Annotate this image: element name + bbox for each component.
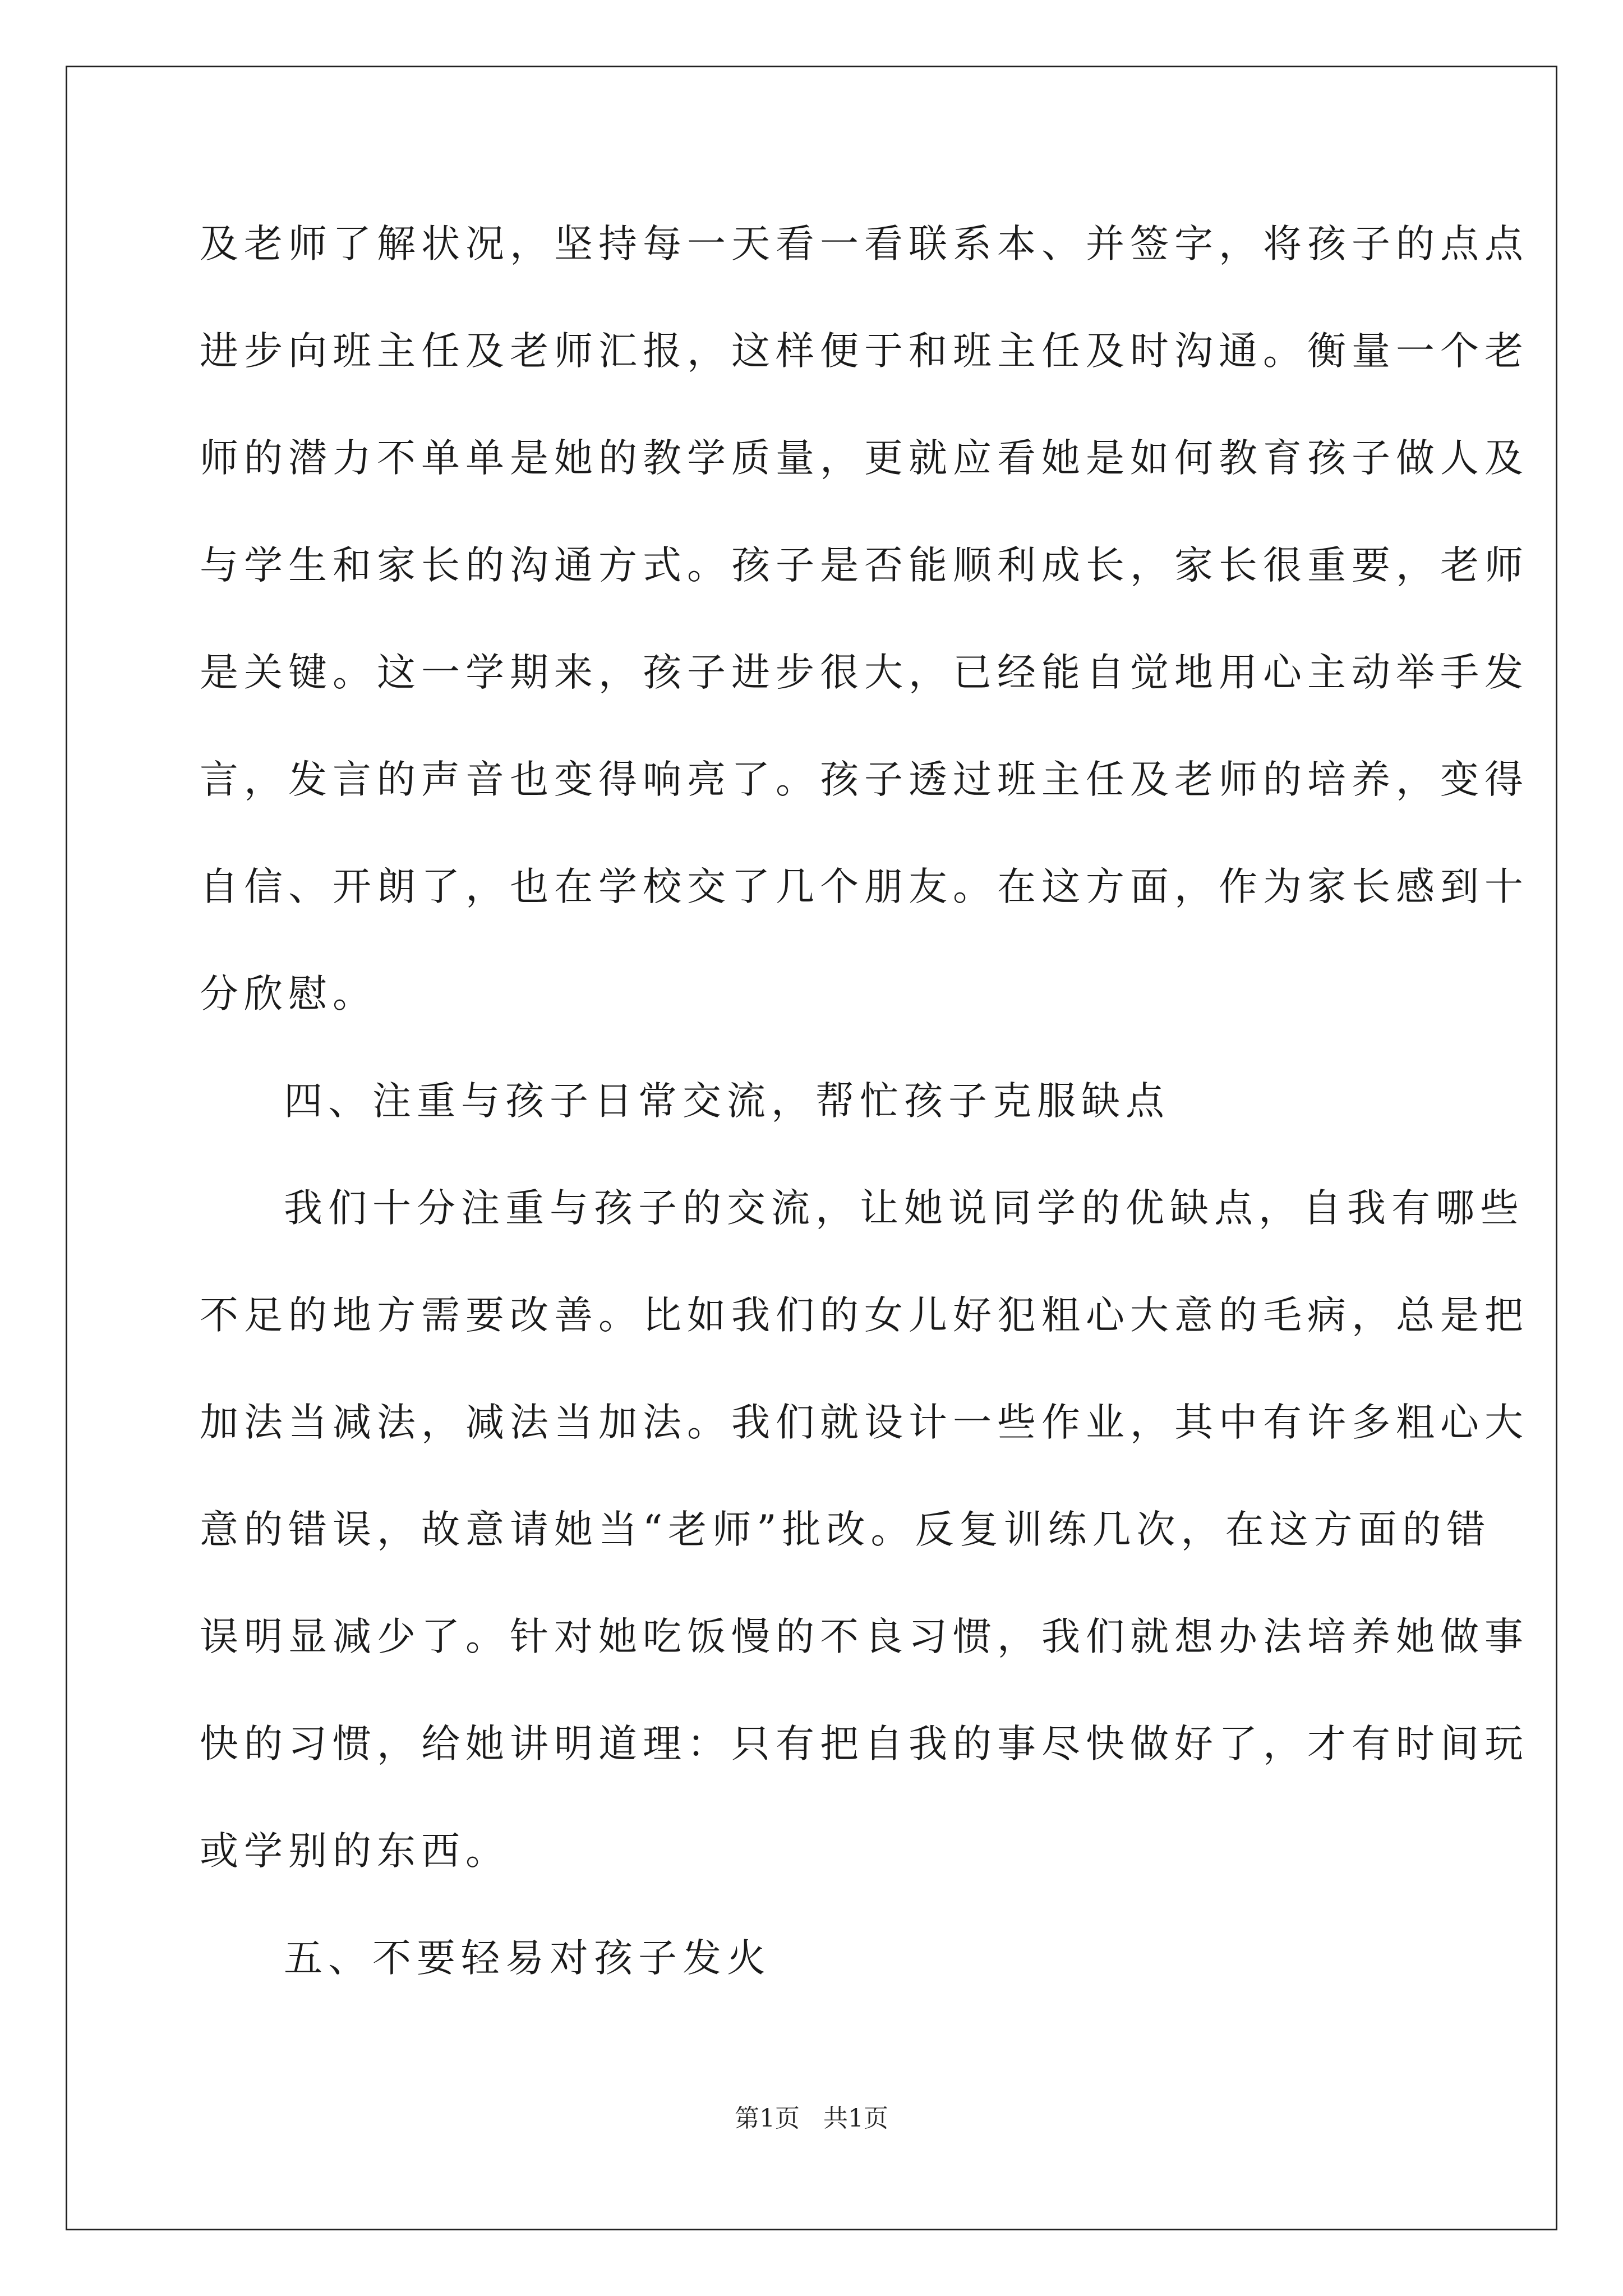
document-body	[200, 191, 1529, 2012]
text-line: 误明显减少了。针对她吃饭慢的不良习惯，我们就想办法培养她做事	[200, 1614, 1529, 1659]
text-line: 意的错误，故意请她当“老师”批改。反复训练几次，在这方面的错	[200, 1507, 1491, 1552]
text-line: 与学生和家长的沟通方式。孩子是否能顺利成长，家长很重要，老师	[200, 543, 1529, 588]
text-line: 或学别的东西。	[200, 1829, 510, 1874]
paragraph-start: 我们十分注重与孩子的交流，让她说同学的优缺点，自我有哪些	[284, 1186, 1524, 1231]
page-number: 第1页	[735, 2104, 800, 2133]
text-line: 言，发言的声音也变得响亮了。孩子透过班主任及老师的培养，变得	[200, 757, 1529, 802]
text-line: 及老师了解状况，坚持每一天看一看联系本、并签字，将孩子的点点	[200, 222, 1529, 266]
section-heading: 四、注重与孩子日常交流，帮忙孩子克服缺点	[284, 1079, 1170, 1124]
text-line: 自信、开朗了，也在学校交了几个朋友。在这方面，作为家长感到十	[200, 864, 1529, 909]
text-line: 是关键。这一学期来，孩子进步很大，已经能自觉地用心主动举手发	[200, 650, 1529, 695]
text-line: 加法当减法，减法当加法。我们就设计一些作业，其中有许多粗心大	[200, 1400, 1529, 1445]
text-line: 快的习惯，给她讲明道理：只有把自我的事尽快做好了，才有时间玩	[200, 1722, 1529, 1766]
text-line: 分欣慰。	[200, 972, 377, 1016]
text-line: 师的潜力不单单是她的教学质量，更就应看她是如何教育孩子做人及	[200, 436, 1529, 481]
page-count: 共1页	[823, 2104, 888, 2133]
text-line: 不足的地方需要改善。比如我们的女儿好犯粗心大意的毛病，总是把	[200, 1293, 1529, 1338]
text-line: 进步向班主任及老师汇报，这样便于和班主任及时沟通。衡量一个老	[200, 329, 1529, 374]
page-footer	[0, 2102, 1623, 2136]
section-heading: 五、不要轻易对孩子发火	[284, 1936, 771, 1981]
